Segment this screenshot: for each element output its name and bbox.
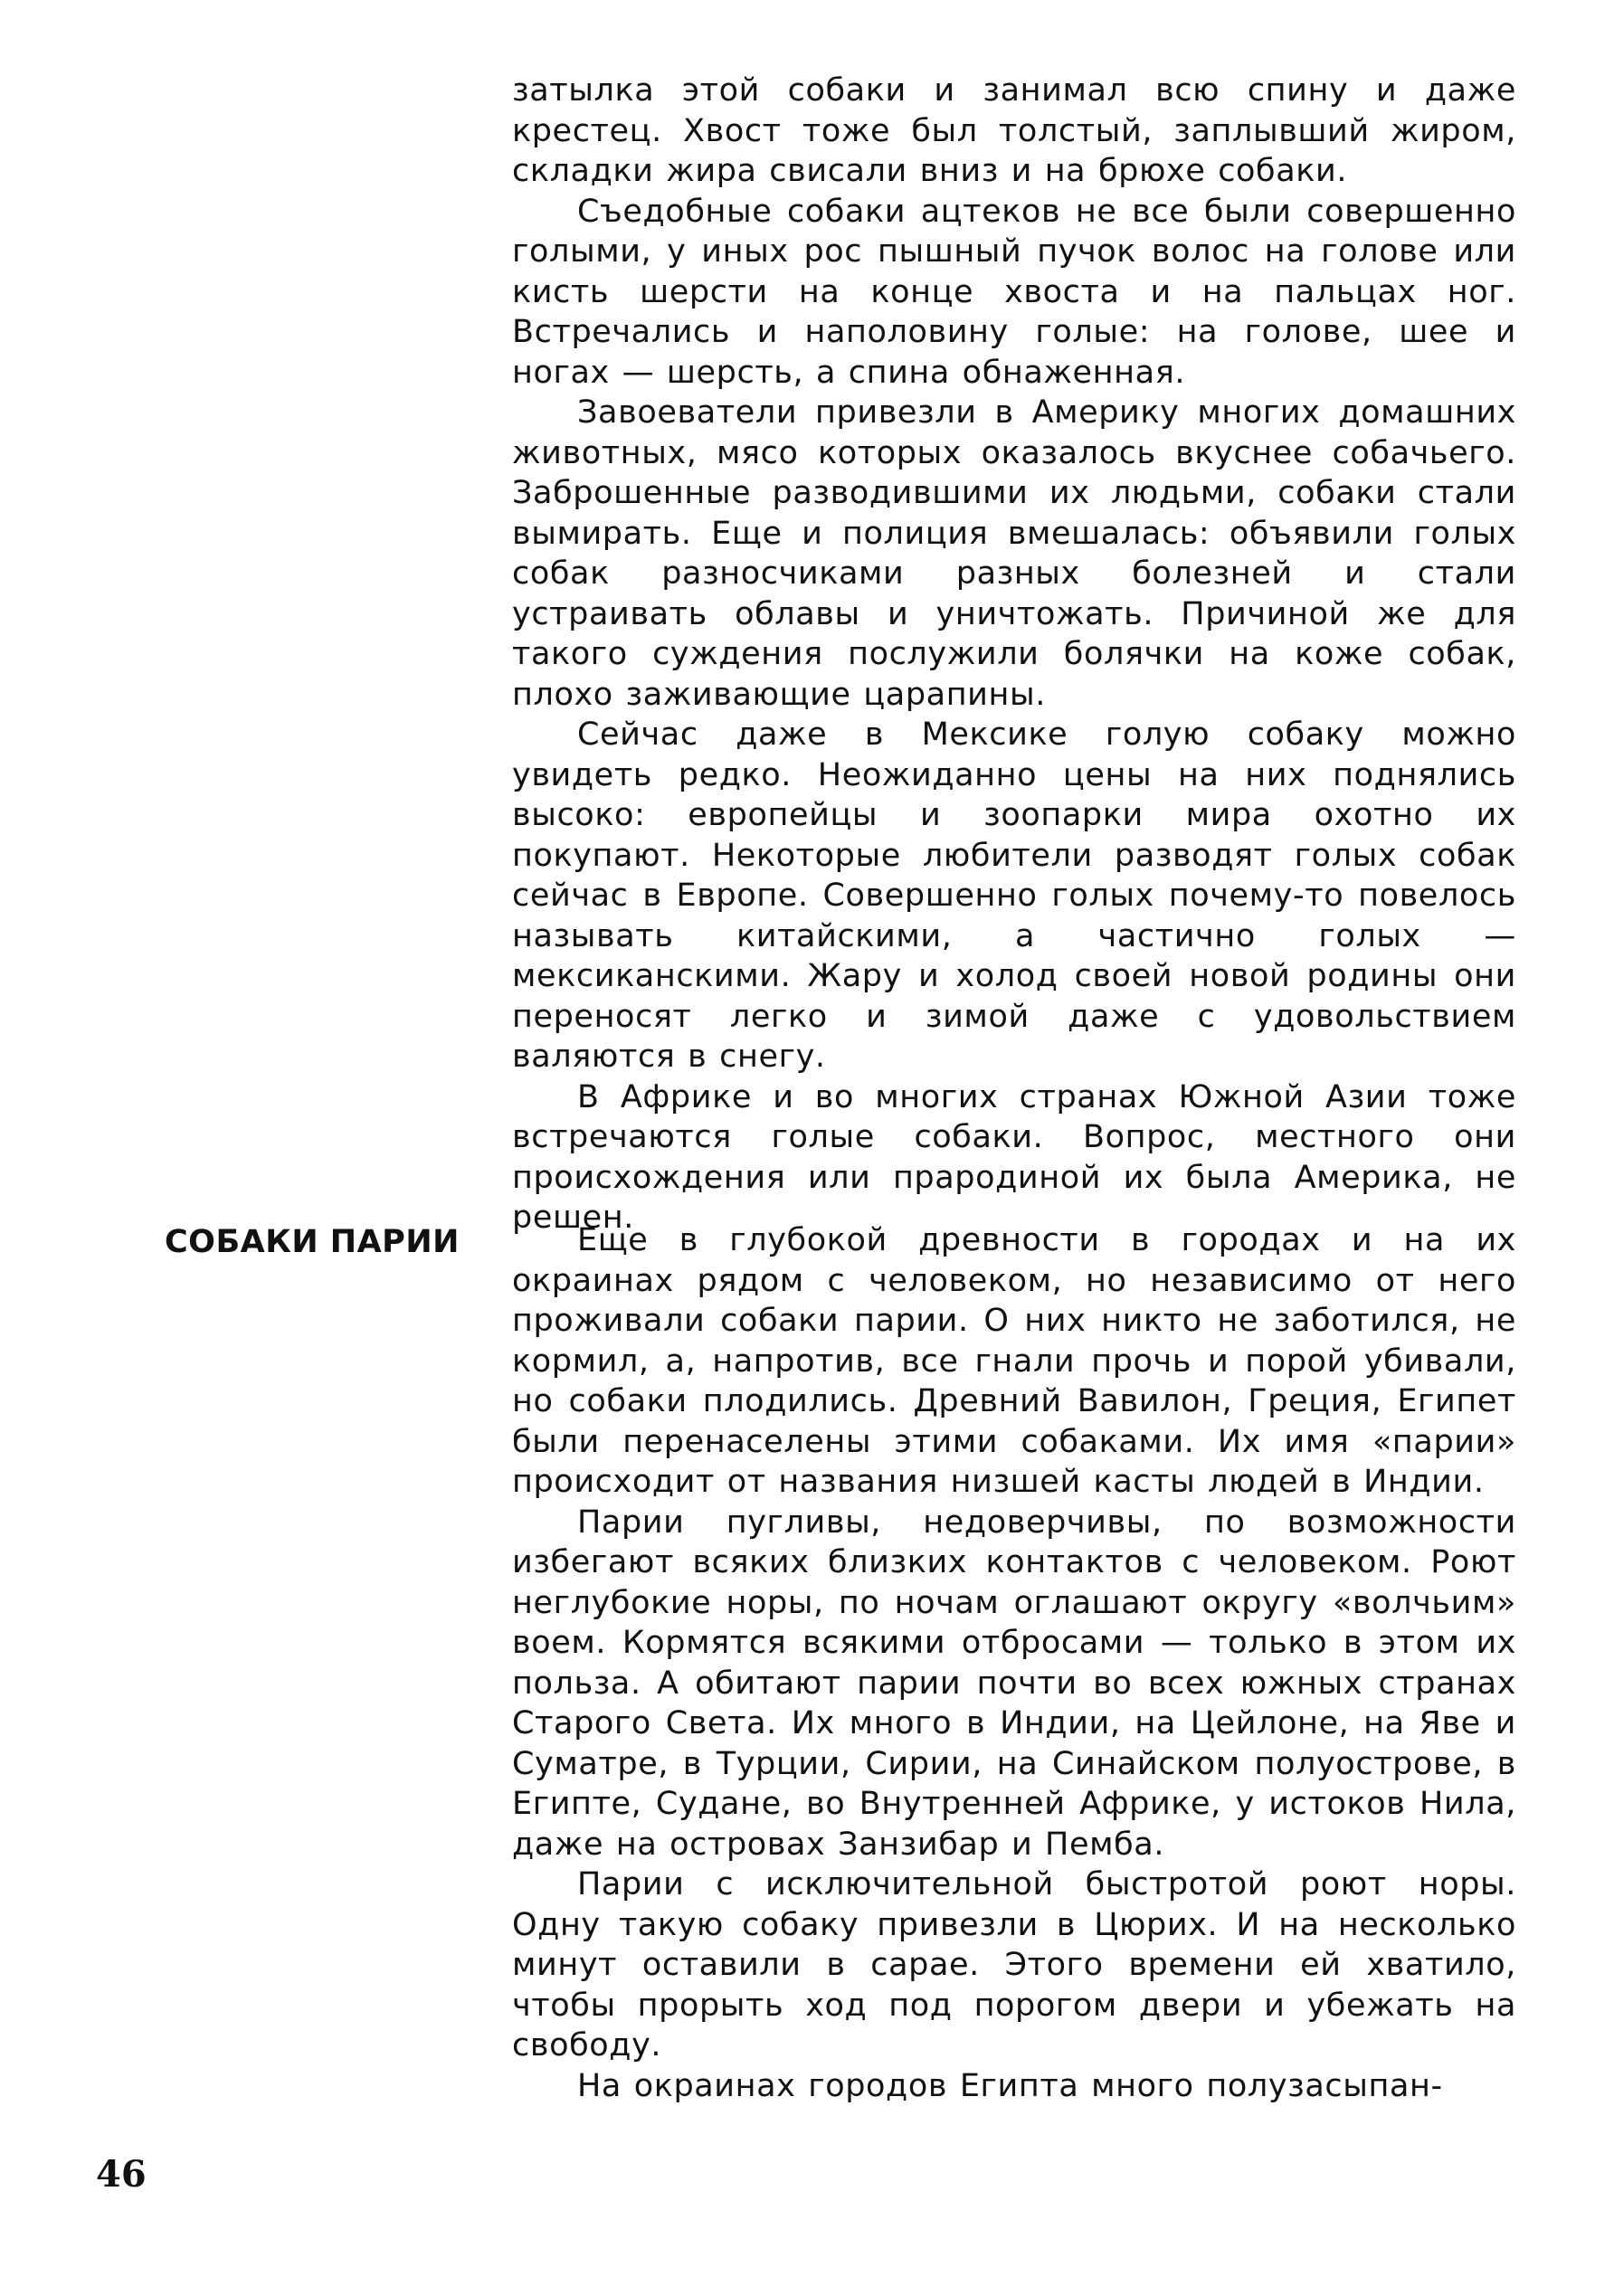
paragraph: Парии пугливы, недоверчивы, по возможности избегают всяких близких контактов с человеком. Роют неглубокие норы, по ночам оглашают округу «волчьим» воем. Кормятся всякими отбросами — только в этом их польза. А обитают парии почти во всех южных странах Старого Света. Их много в Индии, на Цейлоне, на Яве и Суматре, в Турции, Сирии, на Синайском полуострове, в Египте, Судане, во Внутренней Африке, у истоков Нила, даже на островах Занзибар и Пемба. [512,1504,1516,1863]
paragraph: Съедобные собаки ацтеков не все были совершенно голыми, у иных рос пышный пучок волос на голове или кисть шерсти на конце хвоста и на пальцах ног. Встречались и наполовину голые: на голове, шее и ногах — шерсть, а спина обнаженная. [512,193,1516,391]
text-column-pariah [512,1220,1516,2106]
paragraph: Сейчас даже в Мексике голую собаку можно увидеть редко. Неожиданно цены на них поднялись высоко: европейцы и зоопарки мира охотно их покупают. Некоторые любители разводят голых собак сейчас в Европе. Совершенно голых почему-то повелось называть китайскими, а частично голых — мексиканскими. Жару и холод своей новой родины они переносят легко и зимой даже с удовольствием валяются в снегу. [512,716,1516,1075]
page-number: 46 [96,2153,147,2196]
paragraph: В Африке и во многих странах Южной Азии тоже встречаются голые собаки. Вопрос, местного они происхождения или прародиной их была Америка, не решен. [512,1078,1516,1236]
text-column-top [512,71,1516,1238]
paragraph: Завоеватели привезли в Америку многих домашних животных, мясо которых оказалось вкуснее собачьего. Заброшенные разводившими их людьми, собаки стали вымирать. Еще и полиция вмешалась: объявили голых собак разносчиками разных болезней и стали устраивать облавы и уничтожать. Причиной же для такого суждения послужили болячки на коже собак, плохо заживающие царапины. [512,394,1516,713]
paragraph: затылка этой собаки и занимал всю спину и даже крестец. Хвост тоже был толстый, заплывший жиром, складки жира свисали вниз и на брюхе собаки. [512,72,1516,189]
section-heading: СОБАКИ ПАРИИ [165,1224,460,1260]
paragraph: Еще в глубокой древности в городах и на их окраинах рядом с человеком, но независимо от него проживали собаки парии. О них никто не заботился, не кормил, а, напротив, все гнали прочь и порой убивали, но собаки плодились. Древний Вавилон, Греция, Египет были перенаселены этими собаками. Их имя «парии» происходит от названия низшей касты людей в Индии. [512,1222,1516,1500]
paragraph: Парии с исключительной быстротой роют норы. Одну такую собаку привезли в Цюрих. И на несколько минут оставили в сарае. Этого времени ей хватило, чтобы прорыть ход под порогом двери и убежать на свободу. [512,1866,1516,2064]
paragraph-last: На окраинах городов Египта много полузасыпан- [577,2067,1443,2104]
